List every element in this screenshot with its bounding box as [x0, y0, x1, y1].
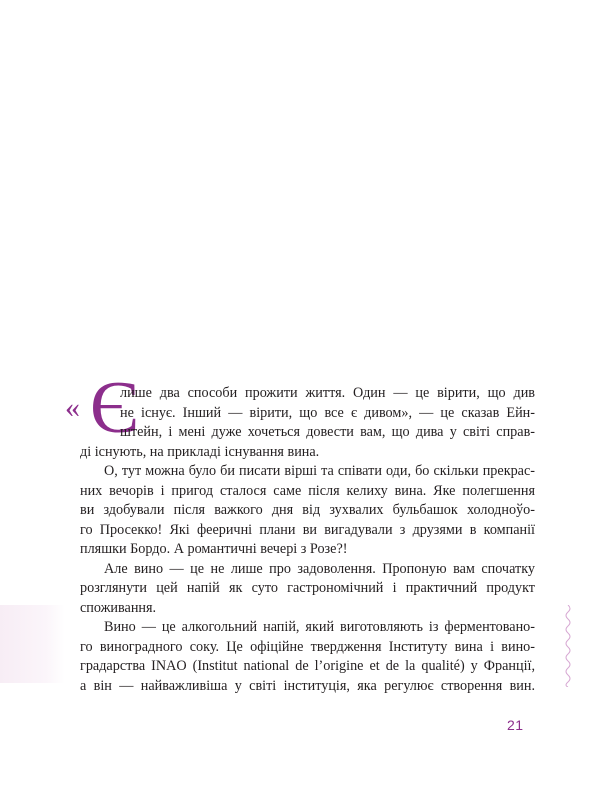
text-line: О, тут можна було би писати вірші та співати оди, бо скільки прекрас- — [104, 463, 535, 479]
paragraph-4 — [80, 618, 535, 696]
text-line: не існує. Інший — вірити, що все є дивом», — це сказав Ейн- — [120, 404, 535, 421]
opening-quote-mark: « — [65, 391, 80, 424]
text-line: ви здобували після важкого дня від зухвалих бульбашок холодноўо- — [80, 502, 535, 518]
text-line: розглянути цей напій як суто гастрономічний і практичний продукт — [80, 580, 535, 596]
text-line: градарства INAO (Institut national de l’origine et de la qualité) у Франції, — [80, 658, 535, 674]
paragraph-3 — [80, 560, 535, 619]
text-line: го Просекко! Які фееричні плани ви вигадували з друзями в компанії — [80, 521, 535, 538]
text-line: а він — найважливіша у світі інституція, яка регулює створення вин. — [80, 677, 535, 694]
wave-ornament — [563, 605, 573, 687]
drop-cap-letter: Є — [90, 367, 139, 449]
text-line: них вечорів і пригод сталося саме після келиху вина. Яке полегшення — [80, 482, 535, 499]
text-line: штейн, і мені дуже хочеться довести вам, що дива у світі справ- — [120, 424, 535, 440]
text-line: го виноградного соку. Це офіційне твердження Інституту вина і вино- — [80, 638, 535, 655]
text-line: Але вино — це не лише про задоволення. Пропоную вам спочатку — [104, 560, 535, 577]
text-line: пляшки Бордо. А романтичні вечері з Розе?! — [80, 541, 348, 557]
page-number: 21 — [507, 717, 524, 733]
text-line: Вино — це алкогольний напій, який виготовляють із ферментовано- — [104, 619, 535, 635]
paragraph-2 — [80, 462, 535, 560]
paragraph-1 — [80, 384, 535, 462]
text-line: споживання. — [80, 599, 157, 616]
text-line: лише два способи прожити життя. Один — це вірити, що див — [120, 385, 535, 401]
text-line: ді існують, на прикладі існування вина. — [80, 443, 320, 460]
body-text — [80, 384, 535, 696]
side-color-tab — [0, 605, 65, 683]
